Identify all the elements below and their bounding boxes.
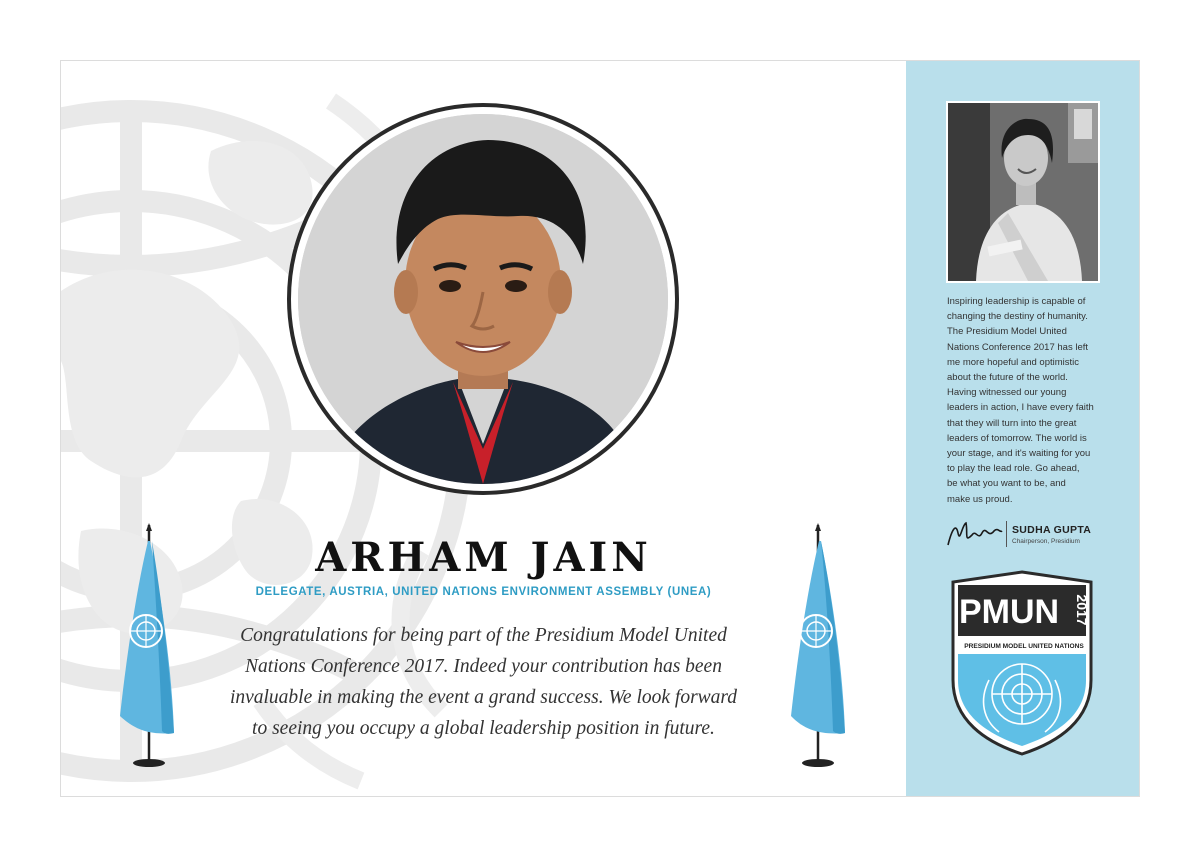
chairperson-photo <box>946 101 1100 283</box>
quote-line: to play the lead role. Go ahead, <box>947 463 1080 475</box>
signature-divider <box>1006 521 1007 547</box>
recipient-name: ARHAM JAIN <box>315 534 652 581</box>
message-line: invaluable in making the event a grand success. We look forward <box>229 687 738 708</box>
chairperson-sidebar <box>906 61 1140 797</box>
portrait-frame <box>287 103 679 495</box>
recipient-role: DELEGATE, AUSTRIA, UNITED NATIONS ENVIRONMENT ASSEMBLY (UNEA) <box>255 586 712 598</box>
quote-line: that they will turn into the great <box>947 417 1077 429</box>
signatory-name: SUDHA GUPTA <box>1012 524 1092 536</box>
quote-line: Inspiring leadership is capable of <box>947 296 1086 307</box>
signatory-title: Chairperson, Presidium <box>1012 538 1080 545</box>
quote-line: Nations Conference 2017 has left <box>947 341 1089 353</box>
signature-mark <box>946 519 1004 549</box>
quote-line: changing the destiny of humanity. <box>947 311 1088 323</box>
quote-line: be what you want to be, and <box>947 478 1066 490</box>
message-line: Nations Conference 2017. Indeed your contribution has been <box>245 656 722 677</box>
un-flag-left <box>116 521 186 771</box>
quote-line: make us proud. <box>947 493 1013 505</box>
quote-line: your stage, and it's waiting for you <box>947 448 1091 460</box>
quote-line: leaders of tomorrow. The world is <box>947 432 1087 444</box>
message-line: Congratulations for being part of the Presidium Model United <box>240 625 727 646</box>
chairperson-quote <box>947 294 1107 507</box>
quote-line: The Presidium Model United <box>947 326 1067 338</box>
un-flag-right <box>783 521 853 771</box>
congratulation-message <box>201 620 766 744</box>
quote-line: about the future of the world. <box>947 372 1068 384</box>
badge-acronym: PMUN <box>958 593 1060 631</box>
certificate <box>60 60 1140 797</box>
message-line: to seeing you occupy a global leadership position in future. <box>252 718 715 739</box>
badge-subtitle: PRESIDIUM MODEL UNITED NATIONS <box>964 643 1084 650</box>
quote-line: Having witnessed our young <box>947 387 1067 399</box>
quote-line: leaders in action, I have every faith <box>947 402 1094 414</box>
pmun-shield-badge <box>949 570 1095 756</box>
delegate-photo <box>298 114 668 484</box>
quote-line: me more hopeful and optimistic <box>947 356 1080 368</box>
badge-year: 2017 <box>1074 594 1090 626</box>
